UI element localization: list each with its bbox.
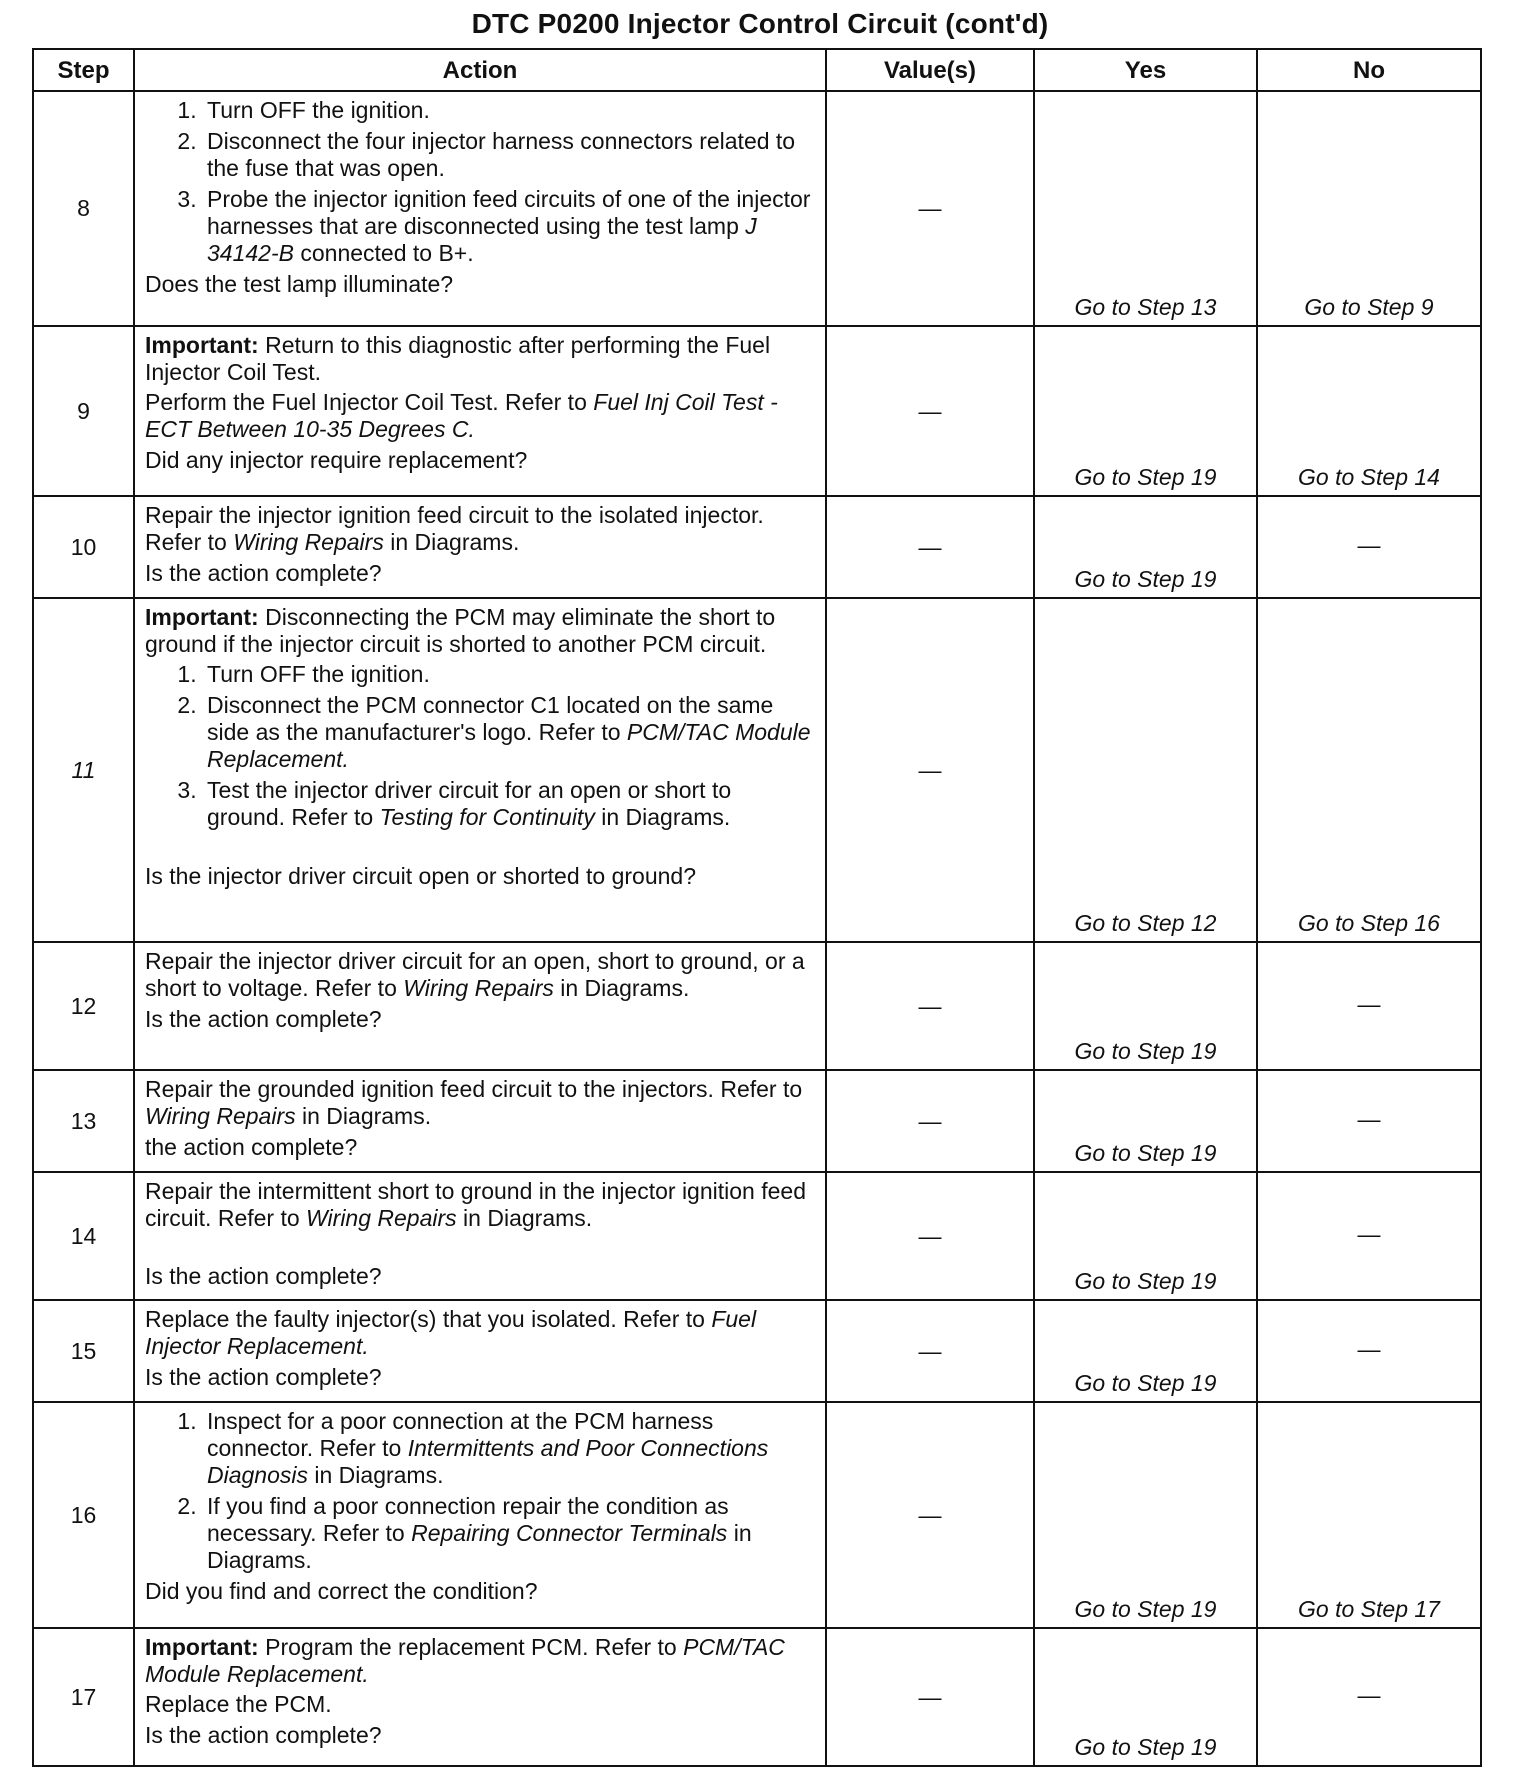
action-cell	[134, 1070, 826, 1172]
table-row	[33, 496, 1481, 598]
action-cell	[134, 1628, 826, 1766]
value-cell: —	[826, 1402, 1034, 1628]
page-title: DTC P0200 Injector Control Circuit (cont'd)	[471, 8, 1049, 39]
table-row	[33, 1300, 1481, 1402]
action-cell	[134, 1402, 826, 1628]
action-text: Repair the intermittent short to ground in the injector ignition feed circuit. Refer to Wiring Repairs in Diagrams.	[145, 1178, 806, 1231]
action-step: 1. Turn OFF the ignition.	[203, 661, 815, 688]
yes-result: Go to Step 19	[1034, 1070, 1257, 1172]
no-result: Go to Step 17	[1257, 1402, 1481, 1628]
action-text: Repair the injector ignition feed circuit to the isolated injector. Refer to Wiring Repairs in Diagrams.	[145, 502, 764, 555]
action-cell	[134, 1300, 826, 1402]
table-row	[33, 1628, 1481, 1766]
action-text: Repair the grounded ignition feed circuit to the injectors. Refer to Wiring Repairs in Diagrams.	[145, 1076, 803, 1129]
step-number: 8	[33, 91, 134, 326]
table-row	[33, 91, 1481, 326]
action-step: 3. Probe the injector ignition feed circuits of one of the injector harnesses that are disconnected using the test lamp J 34142-B connected to B+.	[203, 186, 815, 267]
action-question: Is the action complete?	[145, 1364, 382, 1390]
action-text: Replace the faulty injector(s) that you isolated. Refer to Fuel Injector Replacement.	[145, 1306, 757, 1359]
yes-result: Go to Step 13	[1034, 91, 1257, 326]
yes-result: Go to Step 19	[1034, 1300, 1257, 1402]
action-question: Is the action complete?	[145, 1722, 382, 1748]
step-number: 14	[33, 1172, 134, 1300]
action-step: 2. If you find a poor connection repair the condition as necessary. Refer to Repairing Connector Terminals in Diagrams.	[203, 1493, 815, 1574]
action-question: Is the action complete?	[145, 1263, 382, 1289]
step-number: 12	[33, 942, 134, 1070]
header-values: Value(s)	[826, 49, 1034, 91]
action-steps	[145, 1408, 815, 1574]
value-cell: —	[826, 942, 1034, 1070]
action-question: Is the injector driver circuit open or shorted to ground?	[145, 863, 697, 889]
table-row	[33, 1070, 1481, 1172]
action-cell	[134, 598, 826, 942]
value-cell: —	[826, 1300, 1034, 1402]
action-step: 3. Test the injector driver circuit for an open or short to ground. Refer to Testing for Continuity in Diagrams.	[203, 777, 815, 831]
step-number: 17	[33, 1628, 134, 1766]
yes-result: Go to Step 19	[1034, 1172, 1257, 1300]
value-cell: —	[826, 1172, 1034, 1300]
value-cell: —	[826, 496, 1034, 598]
action-cell	[134, 326, 826, 496]
no-result: —	[1257, 1172, 1481, 1300]
action-question: Is the action complete?	[145, 560, 382, 586]
action-question: Did any injector require replacement?	[145, 447, 528, 473]
important-note: Important: Return to this diagnostic after performing the Fuel Injector Coil Test.	[145, 332, 771, 385]
table-row	[33, 326, 1481, 496]
step-number: 9	[33, 326, 134, 496]
no-result: Go to Step 9	[1257, 91, 1481, 326]
yes-result: Go to Step 19	[1034, 496, 1257, 598]
header-action: Action	[134, 49, 826, 91]
action-question: Is the action complete?	[145, 1006, 382, 1032]
header-step: Step	[33, 49, 134, 91]
yes-result: Go to Step 12	[1034, 598, 1257, 942]
action-cell	[134, 91, 826, 326]
no-result: —	[1257, 1300, 1481, 1402]
no-result: —	[1257, 1070, 1481, 1172]
yes-result: Go to Step 19	[1034, 1402, 1257, 1628]
table-header-row	[33, 49, 1481, 91]
no-result: Go to Step 14	[1257, 326, 1481, 496]
action-steps	[145, 97, 815, 267]
step-number: 11	[33, 598, 134, 942]
no-result: —	[1257, 1628, 1481, 1766]
action-question: Does the test lamp illuminate?	[145, 271, 454, 297]
header-no: No	[1257, 49, 1481, 91]
value-cell: —	[826, 598, 1034, 942]
no-result: Go to Step 16	[1257, 598, 1481, 942]
action-question: Did you find and correct the condition?	[145, 1578, 538, 1604]
action-text: Repair the injector driver circuit for an open, short to ground, or a short to voltage. Refer to Wiring Repairs in Diagrams.	[145, 948, 805, 1001]
important-note: Important: Disconnecting the PCM may eliminate the short to ground if the injector circuit is shorted to another PCM circuit.	[145, 604, 776, 657]
value-cell: —	[826, 91, 1034, 326]
no-result: —	[1257, 496, 1481, 598]
step-number: 10	[33, 496, 134, 598]
action-steps	[145, 661, 815, 831]
no-result: —	[1257, 942, 1481, 1070]
value-cell: —	[826, 1628, 1034, 1766]
action-text: Replace the PCM.	[145, 1691, 332, 1717]
header-yes: Yes	[1034, 49, 1257, 91]
action-cell	[134, 942, 826, 1070]
step-number: 15	[33, 1300, 134, 1402]
action-question: the action complete?	[145, 1134, 358, 1160]
yes-result: Go to Step 19	[1034, 1628, 1257, 1766]
action-step: 2. Disconnect the PCM connector C1 located on the same side as the manufacturer's logo. Refer to PCM/TAC Module Replacement.	[203, 692, 815, 773]
diagnostic-table	[32, 48, 1482, 1767]
action-text: Perform the Fuel Injector Coil Test. Refer to Fuel Inj Coil Test - ECT Between 10-35 Degrees C.	[145, 389, 778, 442]
action-step: 1. Turn OFF the ignition.	[203, 97, 815, 124]
step-number: 13	[33, 1070, 134, 1172]
table-row	[33, 1172, 1481, 1300]
value-cell: —	[826, 1070, 1034, 1172]
important-note: Important: Program the replacement PCM. Refer to PCM/TAC Module Replacement.	[145, 1634, 785, 1687]
table-row	[33, 942, 1481, 1070]
yes-result: Go to Step 19	[1034, 326, 1257, 496]
action-step: 2. Disconnect the four injector harness connectors related to the fuse that was open.	[203, 128, 815, 182]
step-number: 16	[33, 1402, 134, 1628]
table-row	[33, 598, 1481, 942]
action-cell	[134, 1172, 826, 1300]
action-step: 1. Inspect for a poor connection at the PCM harness connector. Refer to Intermittents and Poor Connections Diagnosis in Diagrams.	[203, 1408, 815, 1489]
table-row	[33, 1402, 1481, 1628]
value-cell: —	[826, 326, 1034, 496]
yes-result: Go to Step 19	[1034, 942, 1257, 1070]
action-cell	[134, 496, 826, 598]
